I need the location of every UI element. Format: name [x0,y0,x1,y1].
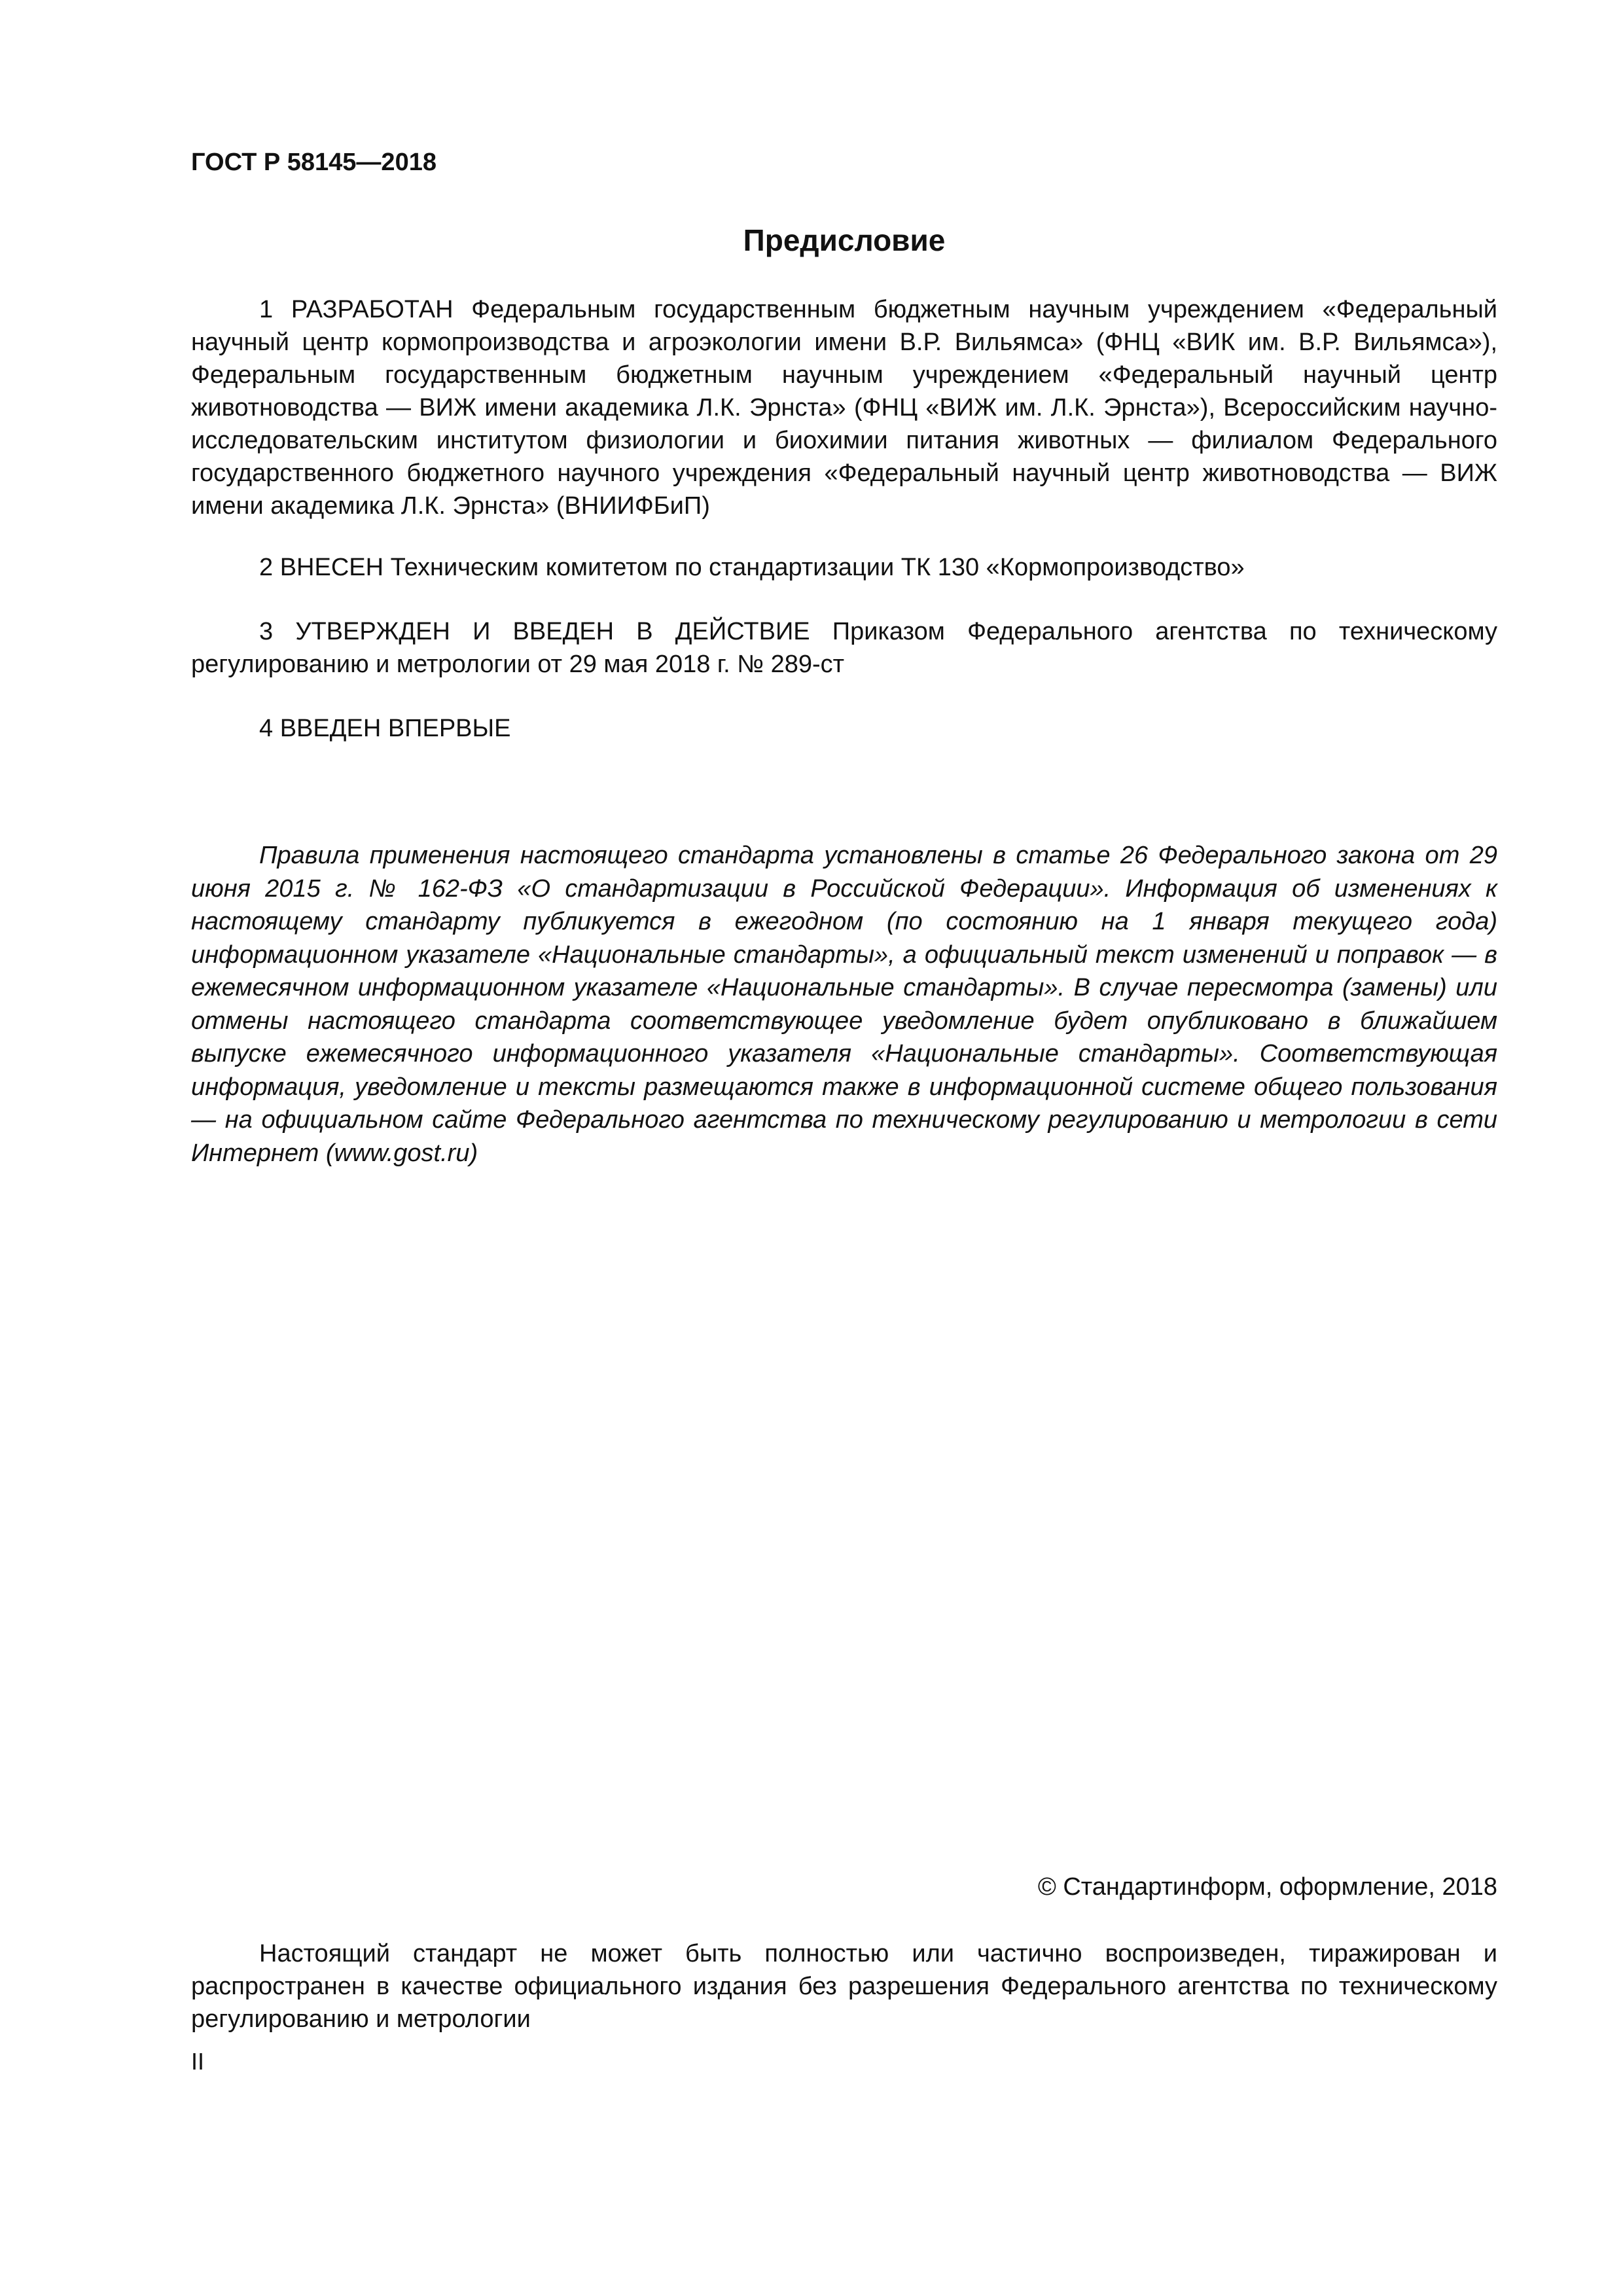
item-text: Техническим комитетом по стандартизации ТК 130 «Кормопроизводство» [390,554,1245,581]
item-number: 2 [259,554,274,581]
page-number: II [191,2048,205,2075]
item-number: 4 [259,715,274,742]
reproduction-notice: Настоящий стандарт не может быть полностью или частично воспроизведен, тиражирован и распространен в качестве официального издания без разрешения Федерального агентства по техническому регулированию и метрологии [191,1940,1497,2033]
preface-item-approved [191,615,1497,681]
item-caps-label: ВНЕСЕН [279,554,384,581]
preface-title: Предисловие [743,223,946,257]
item-text: Приказом Федерального агентства по техническому регулированию и метрологии от 29 мая 2018 г. № 289-ст [191,618,1498,678]
preface-item-first-introduced [191,712,1497,745]
item-number: 3 [259,618,274,645]
item-number: 1 [259,296,274,323]
preface-item-developed [191,293,1497,522]
document-code: ГОСТ Р 58145—2018 [191,149,437,176]
copyright-line: © Стандартинформ, оформление, 2018 [1037,1873,1497,1901]
preface-item-submitted [191,551,1497,584]
item-caps-label: УТВЕРЖДЕН И ВВЕДЕН В ДЕЙСТВИЕ [295,618,810,645]
item-caps-label: ВВЕДЕН ВПЕРВЫЕ [279,715,511,742]
item-caps-label: РАЗРАБОТАН [291,296,454,323]
item-text: Федеральным государственным бюджетным научным учреждением «Федеральный научный центр кормопроизводства и агроэкологии имени В.Р. Вильямса» (ФНЦ «ВИК им. В.Р. Вильямса»), Федеральным государственным бюджетным научным учреждением «Федеральный научный центр животноводства — ВИЖ имени академика Л.К. Эрнста» (ФНЦ «ВИЖ им. Л.К. Эрнста»), Всероссийским научно-исследовательским институтом физиологии и биохимии питания животных — филиалом Федерального государственного бюджетного научного учреждения «Федеральный научный центр животноводства — ВИЖ имени академика Л.К. Эрнста» (ВНИИФБиП) [191,296,1497,520]
application-rules-notice: Правила применения настоящего стандарта установлены в статье 26 Федерального закона от 29 июня 2015 г. № 162-ФЗ «О стандартизации в Российской Федерации». Информация об изменениях к настоящему стандарту публикуется в ежегодном (по состоянию на 1 января текущего года) информационном указателе «Национальные стандарты», а официальный текст изменений и поправок — в ежемесячном информационном указателе «Национальные стандарты». В случае пересмотра (замены) или отмены настоящего стандарта соответствующее уведомление будет опубликовано в ближайшем выпуске ежемесячного информационного указателя «Национальные стандарты». Соответствующая информация, уведомление и тексты размещаются также в информационной системе общего пользования — на официальном сайте Федерального агентства по техническому регулированию и метрологии в сети Интернет (www.gost.ru) [191,842,1497,1167]
